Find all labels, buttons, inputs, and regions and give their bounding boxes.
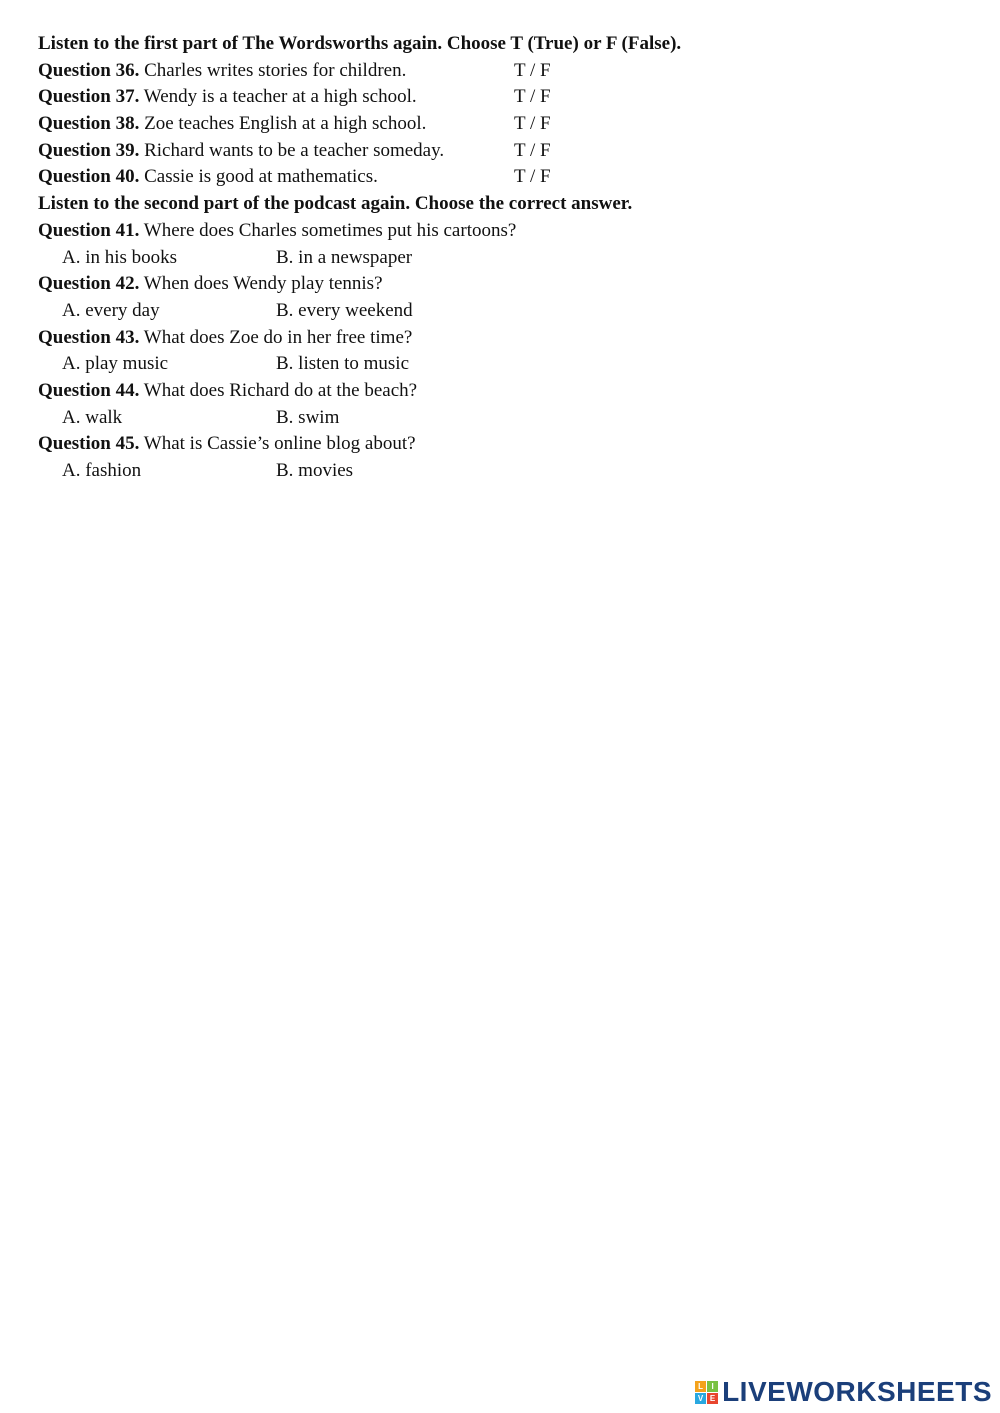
- true-false-choice[interactable]: T / F: [514, 86, 551, 108]
- question-43-options: [38, 351, 968, 378]
- question-41: [38, 218, 968, 245]
- question-43: [38, 325, 968, 352]
- option-b[interactable]: B. listen to music: [276, 353, 409, 375]
- logo-letter: L: [695, 1381, 706, 1392]
- option-b[interactable]: B. every weekend: [276, 299, 413, 321]
- brand-name: LIVEWORKSHEETS: [722, 1376, 992, 1407]
- question-45: [38, 431, 968, 458]
- question-text: Charles writes stories for children.: [144, 59, 407, 81]
- option-b[interactable]: B. swim: [276, 406, 340, 428]
- logo-letter: I: [707, 1381, 718, 1392]
- question-label: Question 38.: [38, 113, 140, 135]
- liveworksheets-brand: [695, 1377, 992, 1407]
- question-44-options: [38, 405, 968, 432]
- question-text: Where does Charles sometimes put his cartoons?: [143, 219, 517, 241]
- part2-instruction: Listen to the second part of the podcast again. Choose the correct answer.: [38, 193, 633, 215]
- question-40: [38, 164, 968, 191]
- question-text: Cassie is good at mathematics.: [144, 166, 378, 188]
- question-text: Zoe teaches English at a high school.: [144, 113, 427, 135]
- option-a[interactable]: A. walk: [62, 406, 123, 428]
- true-false-choice[interactable]: T / F: [514, 139, 551, 161]
- true-false-choice[interactable]: T / F: [514, 166, 551, 188]
- question-label: Question 45.: [38, 433, 140, 455]
- question-36: [38, 58, 968, 85]
- true-false-choice[interactable]: T / F: [514, 113, 551, 135]
- question-label: Question 42.: [38, 273, 140, 295]
- logo-letter: E: [707, 1393, 718, 1404]
- option-b[interactable]: B. in a newspaper: [276, 246, 413, 268]
- question-39: [38, 138, 968, 165]
- question-label: Question 40.: [38, 166, 140, 188]
- question-text: Wendy is a teacher at a high school.: [143, 86, 417, 108]
- question-38: [38, 111, 968, 138]
- option-b[interactable]: B. movies: [276, 460, 354, 481]
- question-label: Question 44.: [38, 379, 140, 401]
- question-label: Question 41.: [38, 219, 140, 241]
- question-37: [38, 84, 968, 111]
- question-text: What does Richard do at the beach?: [143, 379, 418, 401]
- option-a[interactable]: A. play music: [62, 353, 169, 375]
- question-text: Richard wants to be a teacher someday.: [144, 139, 445, 161]
- liveworksheets-logo-icon: [695, 1381, 718, 1404]
- question-text: When does Wendy play tennis?: [143, 273, 383, 295]
- question-42-options: [38, 298, 968, 325]
- option-a[interactable]: A. every day: [62, 299, 160, 321]
- true-false-choice[interactable]: T / F: [514, 59, 551, 81]
- question-text: What does Zoe do in her free time?: [143, 326, 413, 348]
- question-45-options: [38, 458, 968, 485]
- question-label: Question 39.: [38, 139, 140, 161]
- option-a[interactable]: A. in his books: [62, 246, 178, 268]
- question-label: Question 37.: [38, 86, 140, 108]
- logo-letter: V: [695, 1393, 706, 1404]
- question-41-options: [38, 245, 968, 272]
- part1-instruction: Listen to the first part of The Wordsworths again. Choose T (True) or F (False).: [38, 33, 682, 54]
- question-label: Question 43.: [38, 326, 140, 348]
- question-text: What is Cassie’s online blog about?: [143, 433, 416, 455]
- question-label: Question 36.: [38, 59, 140, 81]
- question-44: [38, 378, 968, 405]
- option-a[interactable]: A. fashion: [62, 460, 142, 481]
- question-42: [38, 271, 968, 298]
- worksheet-page: [38, 31, 968, 485]
